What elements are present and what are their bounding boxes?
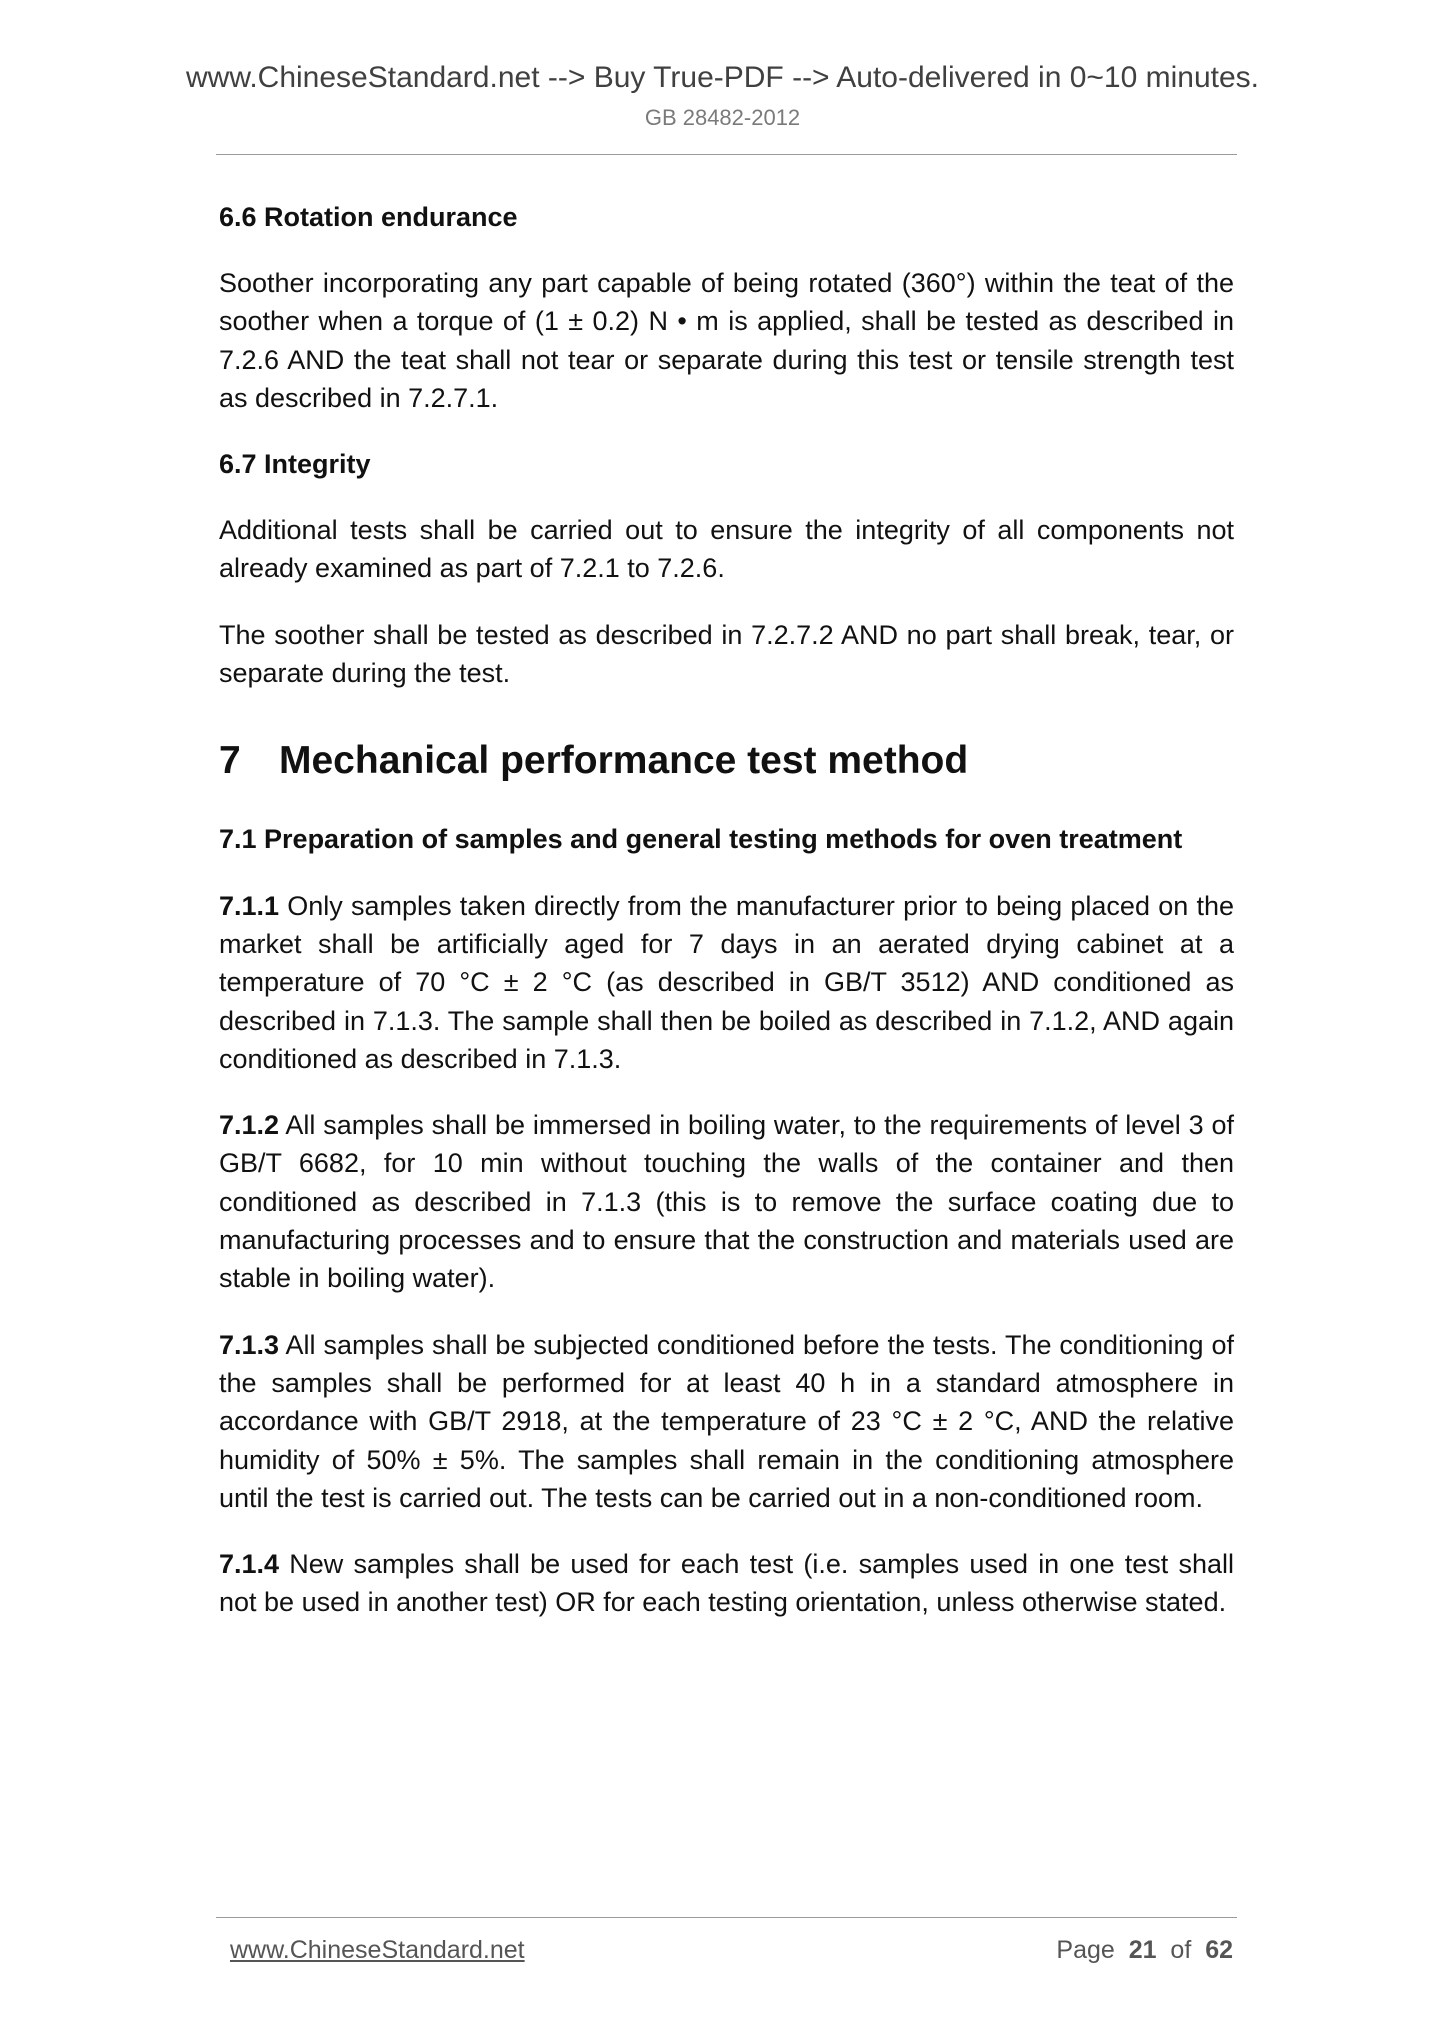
page-number: [1056, 1933, 1233, 1967]
page-total: 62: [1205, 1936, 1233, 1964]
clause-7-1-1: [219, 887, 1234, 1078]
page-of: of: [1170, 1936, 1192, 1964]
clause-7-1-4: [219, 1545, 1234, 1622]
page-current: 21: [1128, 1936, 1157, 1964]
paragraph-6-7-2: The soother shall be tested as described in 7.2.7.2 AND no part shall break, tear, or separate during the test.: [219, 619, 1234, 689]
clause-number: 7.1.4: [219, 1549, 280, 1580]
section-heading-7-1: 7.1 Preparation of samples and general testing methods for oven treatment: [219, 824, 1183, 855]
header-banner: www.ChineseStandard.net --> Buy True-PDF --> Auto-delivered in 0~10 minutes.: [185, 61, 1260, 94]
paragraph-6-6: Soother incorporating any part capable of being rotated (360°) within the teat of the soother when a torque of (1 ± 0.2) N • m is applied, shall be tested as described in 7.2.6 AND the teat shall not tear or separate during this test or tensile strength test as described in 7.2.7.1.: [219, 268, 1234, 413]
clause-number: 7.1.3: [219, 1329, 280, 1360]
clause-text: Only samples taken directly from the manufacturer prior to being placed on the market shall be artificially aged for 7 days in an aerated drying cabinet at a temperature of 70 °C ± 2 °C (as described in GB/T 3512) AND conditioned as described in 7.1.3. The sample shall then be boiled as described in 7.1.2, AND again conditioned as described in 7.1.3.: [219, 890, 1234, 1074]
header-divider: [216, 154, 1237, 155]
paragraph-6-7-1: Additional tests shall be carried out to ensure the integrity of all components not already examined as part of 7.2.1 to 7.2.6.: [219, 515, 1234, 584]
clause-7-1-2: [219, 1106, 1234, 1297]
clause-number: 7.1.2: [219, 1110, 280, 1141]
clause-text: New samples shall be used for each test (i.e. samples used in one test shall not be used in another test) OR for each testing orientation, unless otherwise stated.: [219, 1549, 1234, 1618]
section-heading-6-6: 6.6 Rotation endurance: [219, 202, 518, 232]
section-heading-6-7: 6.7 Integrity: [219, 449, 371, 480]
clause-number: 7.1.1: [219, 890, 280, 921]
page-label: Page: [1056, 1936, 1115, 1964]
document-code: GB 28482-2012: [644, 105, 801, 130]
footer-website-link[interactable]: www.ChineseStandard.net: [230, 1936, 525, 1964]
clause-text: All samples shall be subjected conditioned before the tests. The conditioning of the samples shall be performed for at least 40 h in a standard atmosphere in accordance with GB/T 2918, at the temperature of 23 °C ± 2 °C, AND the relative humidity of 50% ± 5%. The samples shall remain in the conditioning atmosphere until the test is carried out. The tests can be carried out in a non-conditioned room.: [219, 1329, 1234, 1513]
clause-text: All samples shall be immersed in boiling water, to the requirements of level 3 of GB/T 6682, for 10 min without touching the walls of the container and then conditioned as described in 7.1.3 (this is to remove the surface coating due to manufacturing processes and to ensure that the construction and materials used are stable in boiling water).: [219, 1110, 1234, 1294]
page-content: [219, 198, 1234, 1650]
footer-divider: [216, 1917, 1237, 1918]
clause-7-1-3: [219, 1326, 1234, 1517]
chapter-number: 7: [219, 739, 241, 783]
chapter-heading-7: [219, 736, 1234, 786]
chapter-title: Mechanical performance test method: [279, 739, 969, 783]
